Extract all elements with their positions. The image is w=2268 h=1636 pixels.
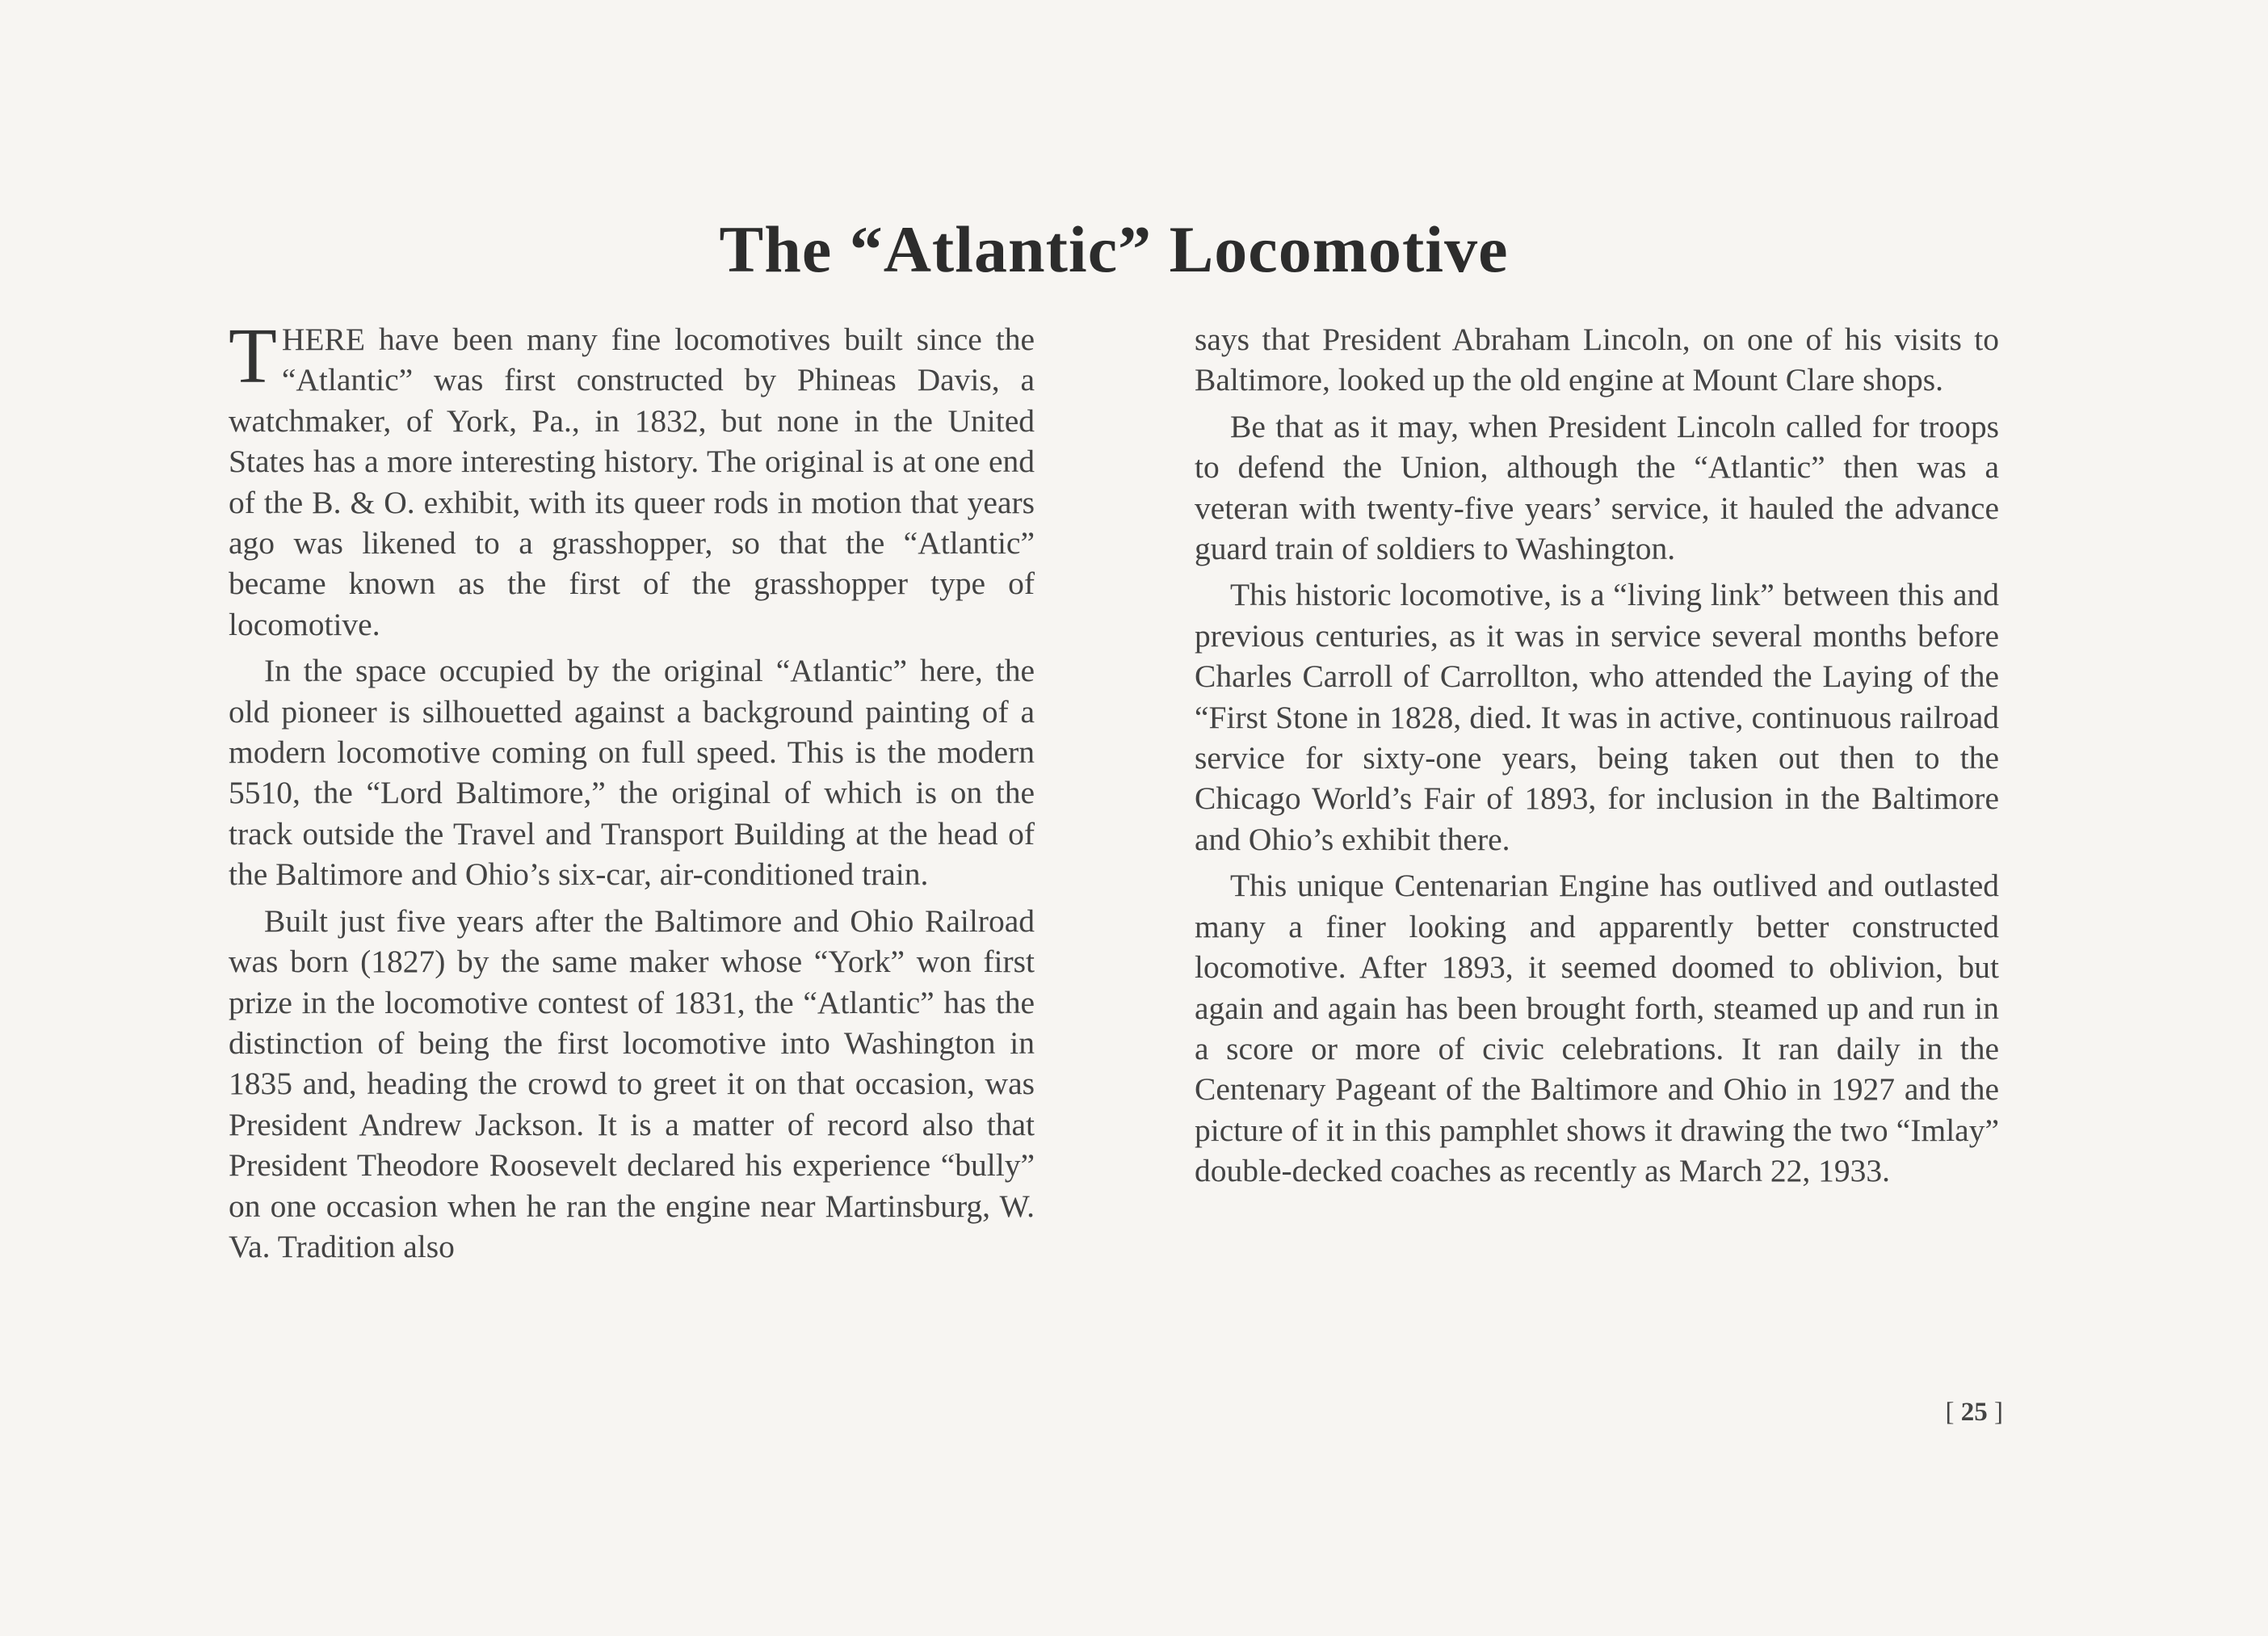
right-column <box>1195 319 1999 1197</box>
paragraph: says that President Abraham Lincoln, on one of his visits to Baltimore, looked up the old engine at Mount Clare shops. <box>1195 322 1999 398</box>
paragraph: Built just five years after the Baltimore and Ohio Railroad was born (1827) by the same maker whose “York” won first prize in the locomotive contest of 1831, the “Atlantic” has the distinction of being the first locomotive into Washington in 1835 and, heading the crowd to greet it on that occasion, was President Andrew Jackson. It is a matter of record also that President Theodore Roosevelt declared his experience “bully” on one occasion when he ran the engine near Martinsburg, W. Va. Tradition also <box>229 902 1035 1264</box>
page-number-value: 25 <box>1960 1398 1988 1427</box>
paragraph: In the space occupied by the original “Atlantic” here, the old pioneer is silhouetted against a background painting of a modern locomotive coming on full speed. This is the modern 5510, the “Lord Baltimore,” the original of which is on the track outside the Travel and Transport Building at the head of the Baltimore and Ohio’s six-car, air-conditioned train. <box>229 653 1035 893</box>
paragraph: This historic locomotive, is a “living link” between this and previous centuries, as it was in service several months before Charles Carroll of Carrollton, who attended the Laying of the “First Stone in 1828, died. It was in active, continuous railroad service for sixty-one years, being taken out then to the Chicago World’s Fair of 1893, for inclusion in the Baltimore and Ohio’s exhibit there. <box>1195 577 1999 857</box>
left-column <box>229 313 1035 1272</box>
drop-cap: T <box>229 313 277 400</box>
page-title: The “Atlantic” Locomotive <box>719 212 1509 286</box>
page-number: [ 25 ] <box>1945 1398 2003 1427</box>
paragraph: This unique Centenarian Engine has outlived and outlasted many a finer looking and apparently better constructed locomotive. After 1893, it seemed doomed to oblivion, but again and again has been brought forth, steamed up and run in a score or more of civic celebrations. It ran daily in the Centenary Pageant of the Baltimore and Ohio in 1927 and the picture of it in this pamphlet shows it drawing the two “Imlay” double-decked coaches as recently as March 22, 1933. <box>1195 868 1999 1189</box>
paragraph-text: HERE have been many fine locomotives built since the “Atlantic” was first constructed by Phineas Davis, a watchmaker, of York, Pa., in 1832, but none in the United States has a more interesting history. The original is at one end of the B. & O. exhibit, with its queer rods in motion that years ago was likened to a grasshopper, so that the “Atlantic” became known as the first of the grasshopper type of locomotive. <box>229 322 1035 642</box>
paragraph: Be that as it may, when President Lincoln called for troops to defend the Union, although the “Atlantic” then was a veteran with twenty-five years’ service, it hauled the advance guard train of soldiers to Washington. <box>1195 408 1999 567</box>
paragraph <box>229 313 1035 645</box>
